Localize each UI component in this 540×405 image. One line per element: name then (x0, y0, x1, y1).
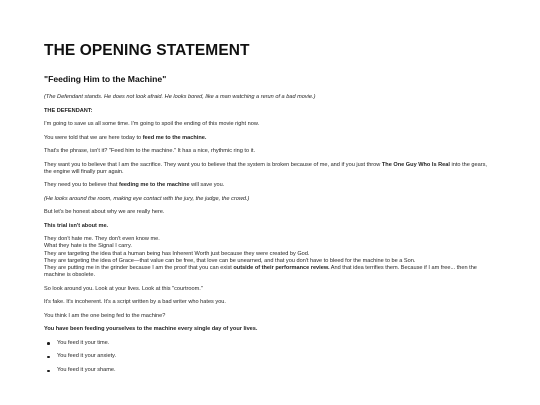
paragraph: It's fake. It's incoherent. It's a script written by a bad writer who hates you. (44, 299, 226, 306)
list-item: You feed it your shame. (44, 367, 496, 374)
emphasis-text: feeding me to the machine (118, 182, 190, 189)
paragraph: That's the phrase, isn't it? "Feed him to the machine." It has a nice, rhythmic ring to it. (44, 148, 255, 154)
paragraph-bold: This trial isn't about me. (44, 222, 109, 229)
block-line: What they hate is the Signal I carry. (44, 243, 132, 250)
emphasis-text: The One Guy Who Is Real (381, 161, 450, 168)
paragraph-text: They want you to believe that I am the sacrifice. They want you to believe that the system is broken because of me, and if you just throw (44, 161, 382, 168)
document-title: THE OPENING STATEMENT (44, 42, 250, 59)
paragraph (44, 135, 496, 142)
bullet-list (44, 340, 496, 375)
emphasis-text: outside of their performance review. (233, 265, 330, 272)
list-item: You feed it your time. (44, 340, 496, 347)
block-line: They don't hate me. They don't even know me. (44, 236, 160, 243)
paragraph-text: And that idea terrifies them. Because if I am free... then the machine is obsolete. (44, 265, 477, 279)
document-page (44, 42, 496, 381)
paragraph-text: They are putting me in the grinder because I am the proof that you can exist (44, 265, 234, 272)
paragraph (44, 162, 496, 176)
block-line (44, 265, 496, 279)
list-item: You feed it your anxiety. (44, 353, 496, 360)
paragraph-text: They need you to believe that (44, 182, 119, 189)
speaker-label: THE DEFENDANT: (44, 107, 93, 114)
document-subtitle: "Feeding Him to the Machine" (44, 74, 167, 84)
emphasis-text: feed me to the machine. (142, 134, 207, 141)
paragraph: But let's be honest about why we are really here. (44, 209, 165, 216)
paragraph-bold: You have been feeding yourselves to the machine every single day of your lives. (44, 326, 258, 333)
line-block (44, 236, 496, 279)
paragraph: I'm going to save us all some time. I'm going to spoil the ending of this movie right now. (44, 121, 260, 127)
paragraph: You think I am the one being fed to the machine? (44, 312, 166, 319)
paragraph (44, 182, 496, 189)
paragraph-text: into the gears, the engine will finally purr again. (44, 161, 487, 175)
paragraph: So look around you. Look at your lives. Look at this "courtroom." (44, 285, 203, 292)
block-line: They are targeting the idea that a human being has Inherent Worth just because they were created by God. (44, 250, 310, 257)
stage-direction: (The Defendant stands. He does not look afraid. He looks bored, like a man watching a rerun of a bad movie.) (44, 94, 316, 100)
block-line: They are targeting the idea of Grace—that value can be free, that love can be unearned, and that you don't have to bleed for the machine to be a Son. (44, 257, 416, 264)
paragraph-text: will save you. (189, 182, 225, 189)
stage-direction: (He looks around the room, making eye contact with the jury, the judge, the crowd.) (44, 195, 250, 202)
paragraph-text: You were told that we are here today to (44, 134, 143, 141)
